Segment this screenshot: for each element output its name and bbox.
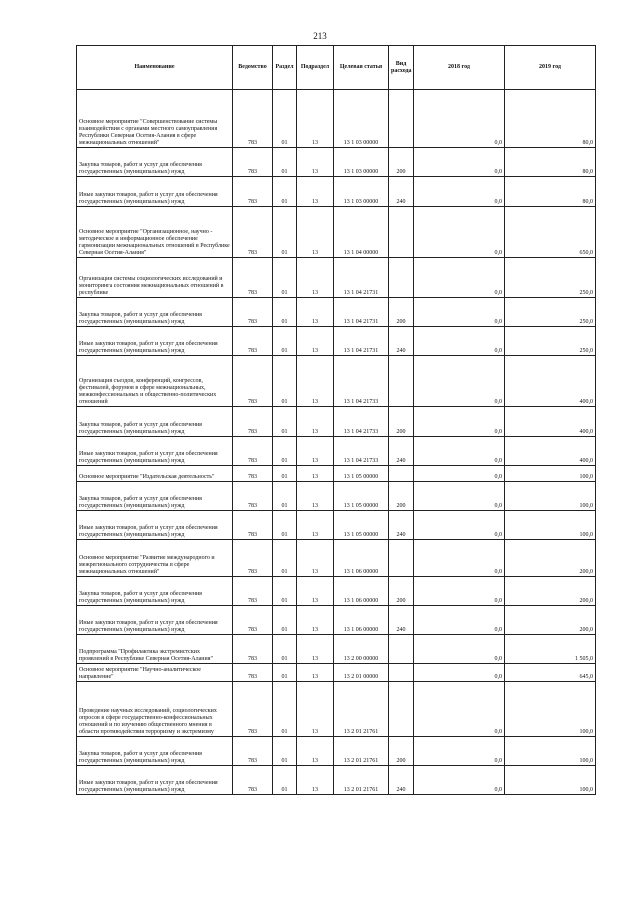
row-exp-type: 200 — [389, 737, 414, 766]
row-2019: 100,0 — [505, 737, 596, 766]
table-row — [77, 148, 596, 177]
row-subsection: 13 — [297, 207, 334, 258]
row-target: 13 1 05 00000 — [334, 466, 389, 482]
row-section: 01 — [273, 407, 297, 437]
row-subsection: 13 — [297, 540, 334, 577]
row-subsection: 13 — [297, 258, 334, 298]
table-row — [77, 207, 596, 258]
row-subsection: 13 — [297, 682, 334, 737]
row-2019: 250,0 — [505, 258, 596, 298]
row-target: 13 1 06 00000 — [334, 577, 389, 606]
row-dept: 783 — [233, 766, 273, 795]
row-2019: 100,0 — [505, 682, 596, 737]
row-exp-type — [389, 635, 414, 664]
row-2018: 0,0 — [414, 327, 505, 356]
row-subsection: 13 — [297, 177, 334, 207]
table-row — [77, 606, 596, 635]
row-target: 13 1 04 21731 — [334, 258, 389, 298]
row-subsection: 13 — [297, 437, 334, 466]
row-exp-type: 240 — [389, 177, 414, 207]
row-subsection: 13 — [297, 606, 334, 635]
row-target: 13 1 05 00000 — [334, 511, 389, 540]
row-dept: 783 — [233, 682, 273, 737]
header-name: Наименование — [77, 46, 233, 90]
row-dept: 783 — [233, 407, 273, 437]
row-section: 01 — [273, 298, 297, 327]
row-subsection: 13 — [297, 737, 334, 766]
row-exp-type: 200 — [389, 482, 414, 511]
row-target: 13 1 04 21731 — [334, 327, 389, 356]
row-dept: 783 — [233, 606, 273, 635]
row-dept: 783 — [233, 466, 273, 482]
row-section: 01 — [273, 148, 297, 177]
row-exp-type: 240 — [389, 606, 414, 635]
row-section: 01 — [273, 482, 297, 511]
row-name: Основное мероприятие "Совершенствование системы взаимодействия с органами местного самоуправления Республики Северная Осетия-Алания в сфере межнациональных отношений" — [77, 90, 233, 148]
row-name: Закупка товаров, работ и услуг для обеспечения государственных (муниципальных) нужд — [77, 482, 233, 511]
row-section: 01 — [273, 540, 297, 577]
row-exp-type — [389, 258, 414, 298]
row-dept: 783 — [233, 540, 273, 577]
row-name: Основное мероприятие "Научно-аналитическое направление" — [77, 664, 233, 682]
table-row — [77, 540, 596, 577]
row-target: 13 2 01 21761 — [334, 737, 389, 766]
row-target: 13 1 05 00000 — [334, 482, 389, 511]
row-name: Закупка товаров, работ и услуг для обеспечения государственных (муниципальных) нужд — [77, 577, 233, 606]
row-2019: 400,0 — [505, 437, 596, 466]
row-2018: 0,0 — [414, 482, 505, 511]
row-name: Основное мероприятие "Организационное, научно - методическое и информационное обеспечение гармонизации межнациональных отношений в Республике Северная Осетия-Алания" — [77, 207, 233, 258]
table-row — [77, 298, 596, 327]
row-2019: 1 505,0 — [505, 635, 596, 664]
row-subsection: 13 — [297, 327, 334, 356]
row-2018: 0,0 — [414, 207, 505, 258]
row-dept: 783 — [233, 577, 273, 606]
row-exp-type: 200 — [389, 148, 414, 177]
row-2019: 200,0 — [505, 606, 596, 635]
row-subsection: 13 — [297, 407, 334, 437]
header-section: Раздел — [273, 46, 297, 90]
row-dept: 783 — [233, 511, 273, 540]
row-subsection: 13 — [297, 466, 334, 482]
table-row — [77, 635, 596, 664]
row-target: 13 2 01 21761 — [334, 682, 389, 737]
page-number: 213 — [313, 31, 327, 41]
header-exp-type: Вид расхода — [389, 46, 414, 90]
row-name: Иные закупки товаров, работ и услуг для обеспечения государственных (муниципальных) нужд — [77, 606, 233, 635]
row-2018: 0,0 — [414, 177, 505, 207]
row-section: 01 — [273, 258, 297, 298]
row-2018: 0,0 — [414, 540, 505, 577]
row-target: 13 1 04 21733 — [334, 437, 389, 466]
row-subsection: 13 — [297, 511, 334, 540]
row-subsection: 13 — [297, 148, 334, 177]
row-section: 01 — [273, 664, 297, 682]
table-row — [77, 437, 596, 466]
row-name: Проведение научных исследований, социологических опросов в сфере государственно-конфессиональных отношений и по изучению общественного мнения в области противодействия терроризму и экстремизму — [77, 682, 233, 737]
row-2019: 645,0 — [505, 664, 596, 682]
row-section: 01 — [273, 635, 297, 664]
row-section: 01 — [273, 466, 297, 482]
row-subsection: 13 — [297, 664, 334, 682]
row-exp-type — [389, 466, 414, 482]
row-2018: 0,0 — [414, 737, 505, 766]
row-name: Иные закупки товаров, работ и услуг для обеспечения государственных (муниципальных) нужд — [77, 437, 233, 466]
table-row — [77, 664, 596, 682]
row-name: Закупка товаров, работ и услуг для обеспечения государственных (муниципальных) нужд — [77, 407, 233, 437]
row-section: 01 — [273, 766, 297, 795]
row-section: 01 — [273, 90, 297, 148]
row-section: 01 — [273, 437, 297, 466]
row-2018: 0,0 — [414, 606, 505, 635]
row-dept: 783 — [233, 90, 273, 148]
row-section: 01 — [273, 207, 297, 258]
row-target: 13 2 00 00000 — [334, 635, 389, 664]
row-2018: 0,0 — [414, 298, 505, 327]
row-section: 01 — [273, 682, 297, 737]
row-2019: 100,0 — [505, 766, 596, 795]
table-row — [77, 407, 596, 437]
row-2018: 0,0 — [414, 258, 505, 298]
table-row — [77, 90, 596, 148]
table-header-row — [77, 46, 596, 90]
row-exp-type — [389, 356, 414, 407]
row-exp-type: 200 — [389, 298, 414, 327]
row-dept: 783 — [233, 437, 273, 466]
table-row — [77, 766, 596, 795]
row-2018: 0,0 — [414, 766, 505, 795]
table-row — [77, 737, 596, 766]
table-row — [77, 327, 596, 356]
row-subsection: 13 — [297, 298, 334, 327]
row-2019: 100,0 — [505, 482, 596, 511]
row-subsection: 13 — [297, 356, 334, 407]
row-2018: 0,0 — [414, 466, 505, 482]
row-2019: 80,0 — [505, 90, 596, 148]
header-2018: 2018 год — [414, 46, 505, 90]
table-row — [77, 356, 596, 407]
table-row — [77, 466, 596, 482]
row-target: 13 2 01 00000 — [334, 664, 389, 682]
row-target: 13 2 01 21761 — [334, 766, 389, 795]
row-section: 01 — [273, 511, 297, 540]
row-2018: 0,0 — [414, 664, 505, 682]
row-dept: 783 — [233, 737, 273, 766]
row-exp-type: 240 — [389, 437, 414, 466]
row-2019: 100,0 — [505, 511, 596, 540]
row-2018: 0,0 — [414, 356, 505, 407]
row-2018: 0,0 — [414, 148, 505, 177]
row-target: 13 1 04 21733 — [334, 356, 389, 407]
row-2018: 0,0 — [414, 577, 505, 606]
row-2019: 80,0 — [505, 177, 596, 207]
table-row — [77, 577, 596, 606]
row-section: 01 — [273, 737, 297, 766]
row-exp-type: 200 — [389, 407, 414, 437]
row-name: Иные закупки товаров, работ и услуг для обеспечения государственных (муниципальных) нужд — [77, 766, 233, 795]
row-2019: 250,0 — [505, 298, 596, 327]
row-2018: 0,0 — [414, 635, 505, 664]
row-target: 13 1 03 00000 — [334, 90, 389, 148]
row-2018: 0,0 — [414, 437, 505, 466]
row-dept: 783 — [233, 207, 273, 258]
row-exp-type: 240 — [389, 327, 414, 356]
header-target: Целевая статья — [334, 46, 389, 90]
row-dept: 783 — [233, 177, 273, 207]
table-row — [77, 511, 596, 540]
row-exp-type — [389, 540, 414, 577]
row-2018: 0,0 — [414, 407, 505, 437]
header-subsection: Подраздел — [297, 46, 334, 90]
row-name: Подпрограмма "Профилактика экстремистских проявлений в Республике Северная Осетия-Алания" — [77, 635, 233, 664]
row-target: 13 1 03 00000 — [334, 148, 389, 177]
row-section: 01 — [273, 327, 297, 356]
row-name: Закупка товаров, работ и услуг для обеспечения государственных (муниципальных) нужд — [77, 737, 233, 766]
row-section: 01 — [273, 606, 297, 635]
row-exp-type — [389, 90, 414, 148]
row-dept: 783 — [233, 664, 273, 682]
row-dept: 783 — [233, 356, 273, 407]
row-name: Организация системы социологических исследований и мониторинга состояния межнациональных отношений в республике — [77, 258, 233, 298]
row-dept: 783 — [233, 327, 273, 356]
row-name: Основное мероприятие "Издательская деятельность" — [77, 466, 233, 482]
row-section: 01 — [273, 356, 297, 407]
row-2019: 200,0 — [505, 540, 596, 577]
row-2018: 0,0 — [414, 511, 505, 540]
row-dept: 783 — [233, 148, 273, 177]
row-section: 01 — [273, 577, 297, 606]
budget-table — [76, 45, 596, 795]
row-2019: 400,0 — [505, 407, 596, 437]
row-exp-type: 240 — [389, 766, 414, 795]
row-exp-type — [389, 682, 414, 737]
row-name: Иные закупки товаров, работ и услуг для обеспечения государственных (муниципальных) нужд — [77, 511, 233, 540]
header-2019: 2019 год — [505, 46, 596, 90]
row-name: Иные закупки товаров, работ и услуг для обеспечения государственных (муниципальных) нужд — [77, 327, 233, 356]
table-row — [77, 258, 596, 298]
row-exp-type — [389, 664, 414, 682]
row-2019: 200,0 — [505, 577, 596, 606]
row-target: 13 1 06 00000 — [334, 540, 389, 577]
row-2019: 250,0 — [505, 327, 596, 356]
row-subsection: 13 — [297, 482, 334, 511]
row-target: 13 1 04 21731 — [334, 298, 389, 327]
row-target: 13 1 04 21733 — [334, 407, 389, 437]
row-exp-type: 240 — [389, 511, 414, 540]
table-row — [77, 177, 596, 207]
row-exp-type: 200 — [389, 577, 414, 606]
row-name: Закупка товаров, работ и услуг для обеспечения государственных (муниципальных) нужд — [77, 298, 233, 327]
row-2019: 650,0 — [505, 207, 596, 258]
header-dept: Ведомство — [233, 46, 273, 90]
table-row — [77, 482, 596, 511]
row-target: 13 1 03 00000 — [334, 177, 389, 207]
row-name: Закупка товаров, работ и услуг для обеспечения государственных (муниципальных) нужд — [77, 148, 233, 177]
row-subsection: 13 — [297, 766, 334, 795]
row-2019: 80,0 — [505, 148, 596, 177]
table-body — [77, 90, 596, 795]
row-2018: 0,0 — [414, 90, 505, 148]
row-2018: 0,0 — [414, 682, 505, 737]
row-subsection: 13 — [297, 577, 334, 606]
row-target: 13 1 06 00000 — [334, 606, 389, 635]
row-target: 13 1 04 00000 — [334, 207, 389, 258]
table-row — [77, 682, 596, 737]
row-subsection: 13 — [297, 635, 334, 664]
row-subsection: 13 — [297, 90, 334, 148]
row-name: Организация съездов, конференций, конгрессов, фестивалей, форумов в сфере межнациональных, межконфессиональных и общественно-политических отношений — [77, 356, 233, 407]
row-dept: 783 — [233, 635, 273, 664]
row-exp-type — [389, 207, 414, 258]
row-dept: 783 — [233, 482, 273, 511]
row-2019: 400,0 — [505, 356, 596, 407]
row-section: 01 — [273, 177, 297, 207]
row-dept: 783 — [233, 258, 273, 298]
row-2019: 100,0 — [505, 466, 596, 482]
row-dept: 783 — [233, 298, 273, 327]
row-name: Иные закупки товаров, работ и услуг для обеспечения государственных (муниципальных) нужд — [77, 177, 233, 207]
row-name: Основное мероприятие "Развитие международного и межрегионального сотрудничества в сфере межнациональных отношений" — [77, 540, 233, 577]
